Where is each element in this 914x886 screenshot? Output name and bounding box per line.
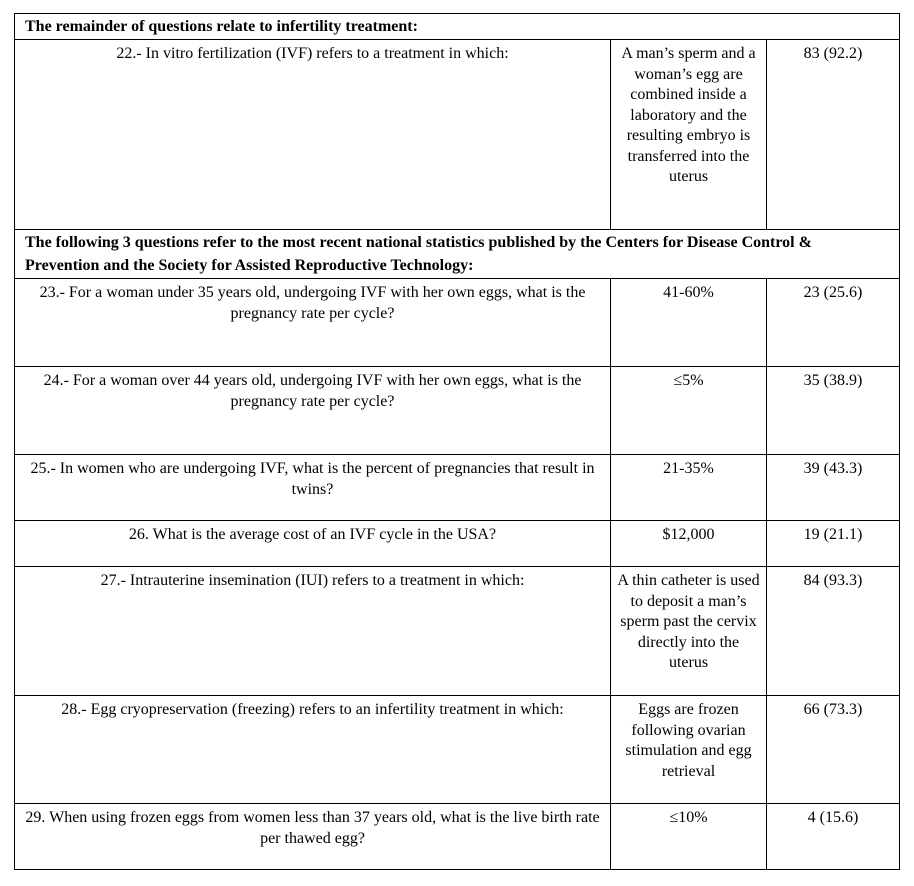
table-row xyxy=(15,567,900,696)
answer-cell: 41-60% xyxy=(611,279,767,367)
question-cell: 23.- For a woman under 35 years old, undergoing IVF with her own eggs, what is the pregnancy rate per cycle? xyxy=(15,279,611,367)
table-row xyxy=(15,696,900,804)
section-header-row xyxy=(15,14,900,40)
answer-cell: ≤5% xyxy=(611,367,767,455)
question-cell: 28.- Egg cryopreservation (freezing) refers to an infertility treatment in which: xyxy=(15,696,611,804)
table-row xyxy=(15,367,900,455)
answer-cell: A thin catheter is used to deposit a man’s sperm past the cervix directly into the uterus xyxy=(611,567,767,696)
section-header-row xyxy=(15,230,900,279)
count-cell: 83 (92.2) xyxy=(767,40,900,230)
table-row xyxy=(15,804,900,870)
section-header: The following 3 questions refer to the most recent national statistics published by the Centers for Disease Control & Prevention and the Society for Assisted Reproductive Technology: xyxy=(15,230,900,279)
table-row xyxy=(15,521,900,567)
answer-cell: A man’s sperm and a woman’s egg are combined inside a laboratory and the resulting embryo is transferred into the uterus xyxy=(611,40,767,230)
answer-cell: $12,000 xyxy=(611,521,767,567)
count-cell: 19 (21.1) xyxy=(767,521,900,567)
answer-cell: ≤10% xyxy=(611,804,767,870)
table-row xyxy=(15,455,900,521)
table-row xyxy=(15,279,900,367)
count-cell: 84 (93.3) xyxy=(767,567,900,696)
question-cell: 24.- For a woman over 44 years old, undergoing IVF with her own eggs, what is the pregnancy rate per cycle? xyxy=(15,367,611,455)
count-cell: 4 (15.6) xyxy=(767,804,900,870)
answer-cell: 21-35% xyxy=(611,455,767,521)
count-cell: 39 (43.3) xyxy=(767,455,900,521)
question-cell: 27.- Intrauterine insemination (IUI) refers to a treatment in which: xyxy=(15,567,611,696)
count-cell: 66 (73.3) xyxy=(767,696,900,804)
question-cell: 25.- In women who are undergoing IVF, what is the percent of pregnancies that result in twins? xyxy=(15,455,611,521)
table-row xyxy=(15,40,900,230)
section-header: The remainder of questions relate to infertility treatment: xyxy=(15,14,900,40)
count-cell: 23 (25.6) xyxy=(767,279,900,367)
answer-cell: Eggs are frozen following ovarian stimulation and egg retrieval xyxy=(611,696,767,804)
survey-results-table xyxy=(14,13,900,870)
question-cell: 22.- In vitro fertilization (IVF) refers to a treatment in which: xyxy=(15,40,611,230)
question-cell: 26. What is the average cost of an IVF cycle in the USA? xyxy=(15,521,611,567)
question-cell: 29. When using frozen eggs from women less than 37 years old, what is the live birth rate per thawed egg? xyxy=(15,804,611,870)
count-cell: 35 (38.9) xyxy=(767,367,900,455)
